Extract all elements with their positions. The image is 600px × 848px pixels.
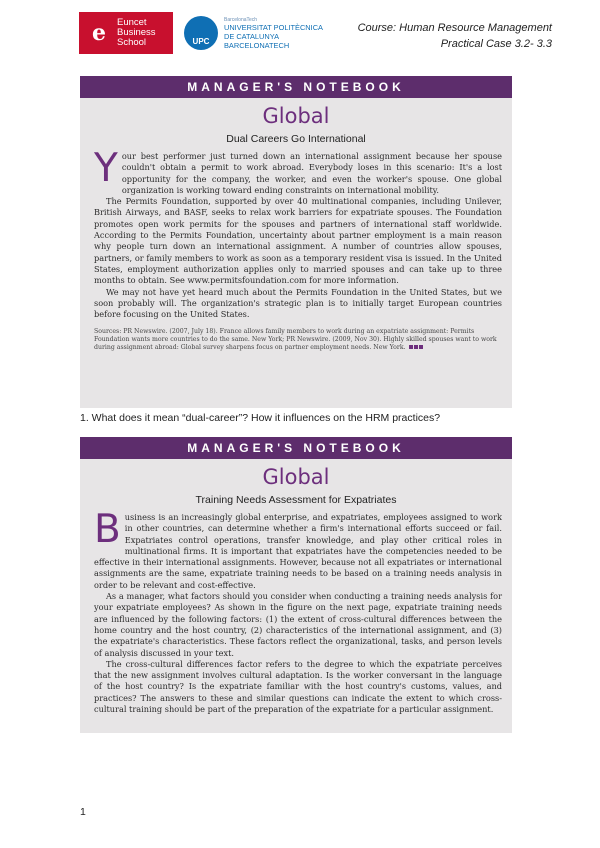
course-info xyxy=(358,20,552,52)
sources-note: Sources: PR Newswire. (2007, July 18). France allows family members to work during an expatriate assignment: Permits Foundation wants more countries to do the same. New York; PR Newswire. (2009, Nov 30). Highly skilled spouses want to work during assignment abroad: Global survey sharpens focus on partner employment needs. New York. xyxy=(94,328,497,351)
euncet-logo xyxy=(79,12,173,54)
notebook-body xyxy=(80,507,512,715)
paragraph-2: The Permits Foundation, supported by over 40 multinational companies, including Unilever, British Airways, and BASF, seeks to relax work barriers for expatriate spouses. The Foundation promotes open work permits for the spouses and partners of international staff worldwide. According to the Permits Foundation, uncertainty about partner employment is a main reason why people turn down an international assignment. A number of countries allow spouses, partners, or family members to work as soon as a temporary resident visa is issued. In the United States, employment authorization applies only to married spouses and can take up to three months to obtain. See www.permitsfoundation.com for more information. xyxy=(94,196,502,286)
notebook-body xyxy=(80,146,512,320)
notebook-category: Global xyxy=(262,104,330,128)
course-title: Course: Human Resource Management xyxy=(357,22,552,34)
notebook-band: MANAGER'S NOTEBOOK xyxy=(80,437,512,459)
upc-logo xyxy=(184,12,344,54)
end-mark-icon xyxy=(419,345,423,349)
case-number: Practical Case 3.2- 3.3 xyxy=(440,38,552,50)
drop-cap: B xyxy=(94,507,121,552)
managers-notebook-training-needs xyxy=(80,437,512,733)
notebook-band: MANAGER'S NOTEBOOK xyxy=(80,76,512,98)
question-1: 1. What does it mean “dual-career”? How it influences on the HRM practices? xyxy=(80,412,441,424)
notebook-subtitle: Training Needs Assessment for Expatriates xyxy=(195,494,397,506)
drop-cap: Y xyxy=(94,146,118,191)
managers-notebook-dual-careers xyxy=(80,76,512,408)
upc-emblem-icon: UPC xyxy=(184,16,218,50)
paragraph-1: our best performer just turned down an international assignment because her spouse couldn't obtain a permit to work abroad. Everybody loses in this scenario: It's a lost opportunity for the company, the worker, and even the worker's spouse. One global organization is working toward ending constraints on international mobility. xyxy=(121,151,502,195)
paragraph-1: usiness is an increasingly global enterprise, and expatriates, employees assigned to work in other countries, can determine whether a firm's international efforts succeed or fail. Expatriates control operations, transfer knowledge, and play other critical roles in multinational firms. It is important that expatriates have the competencies needed to be effective in their international assignments. However, because not all expatriates or international assignments are the same, expatriate training needs to be based on a training needs analysis in order to be relevant and cost-effective. xyxy=(94,512,502,590)
page-number: 1 xyxy=(80,806,86,818)
notebook-subtitle: Dual Careers Go International xyxy=(226,133,366,145)
euncet-emblem-icon: e xyxy=(92,20,106,46)
paragraph-3: We may not have yet heard much about the Permits Foundation in the United States, but we soon probably will. The organization's strategic plan is to initially target European countries before focusing on the United States. xyxy=(94,286,502,320)
paragraph-2: As a manager, what factors should you consider when conducting a training needs analysis for your expatriate employees? As shown in the figure on the next page, expatriate training needs are influenced by the following factors: (1) the extent of cross-cultural differences between the home country and the host country, (2) characteristics of the international assignment, and (3) the expatriate's characteristics. These factors reflect the organizational, tasks, and person levels of analysis discussed in your text. xyxy=(94,591,502,658)
paragraph-3: The cross-cultural differences factor refers to the degree to which the expatriate perceives that the new assignment involves cultural adaptation. Is the worker conversant in the language of the host country? Is the expatriate familiar with the host country's customs, values, and practices? The answers to these and similar questions can indicate the extent to which cross-cultural training should be part of the preparation of the expatriate for a particular assignment. xyxy=(94,658,502,715)
euncet-wordmark: Euncet Business School xyxy=(117,17,156,48)
upc-wordmark: BarcelonaTech UNIVERSITAT POLITÈCNICA DE CATALUNYA BARCELONATECH xyxy=(224,16,323,50)
notebook-category: Global xyxy=(262,465,330,489)
end-mark-icon xyxy=(409,345,413,349)
page-header xyxy=(0,0,600,64)
end-mark-icon xyxy=(414,345,418,349)
